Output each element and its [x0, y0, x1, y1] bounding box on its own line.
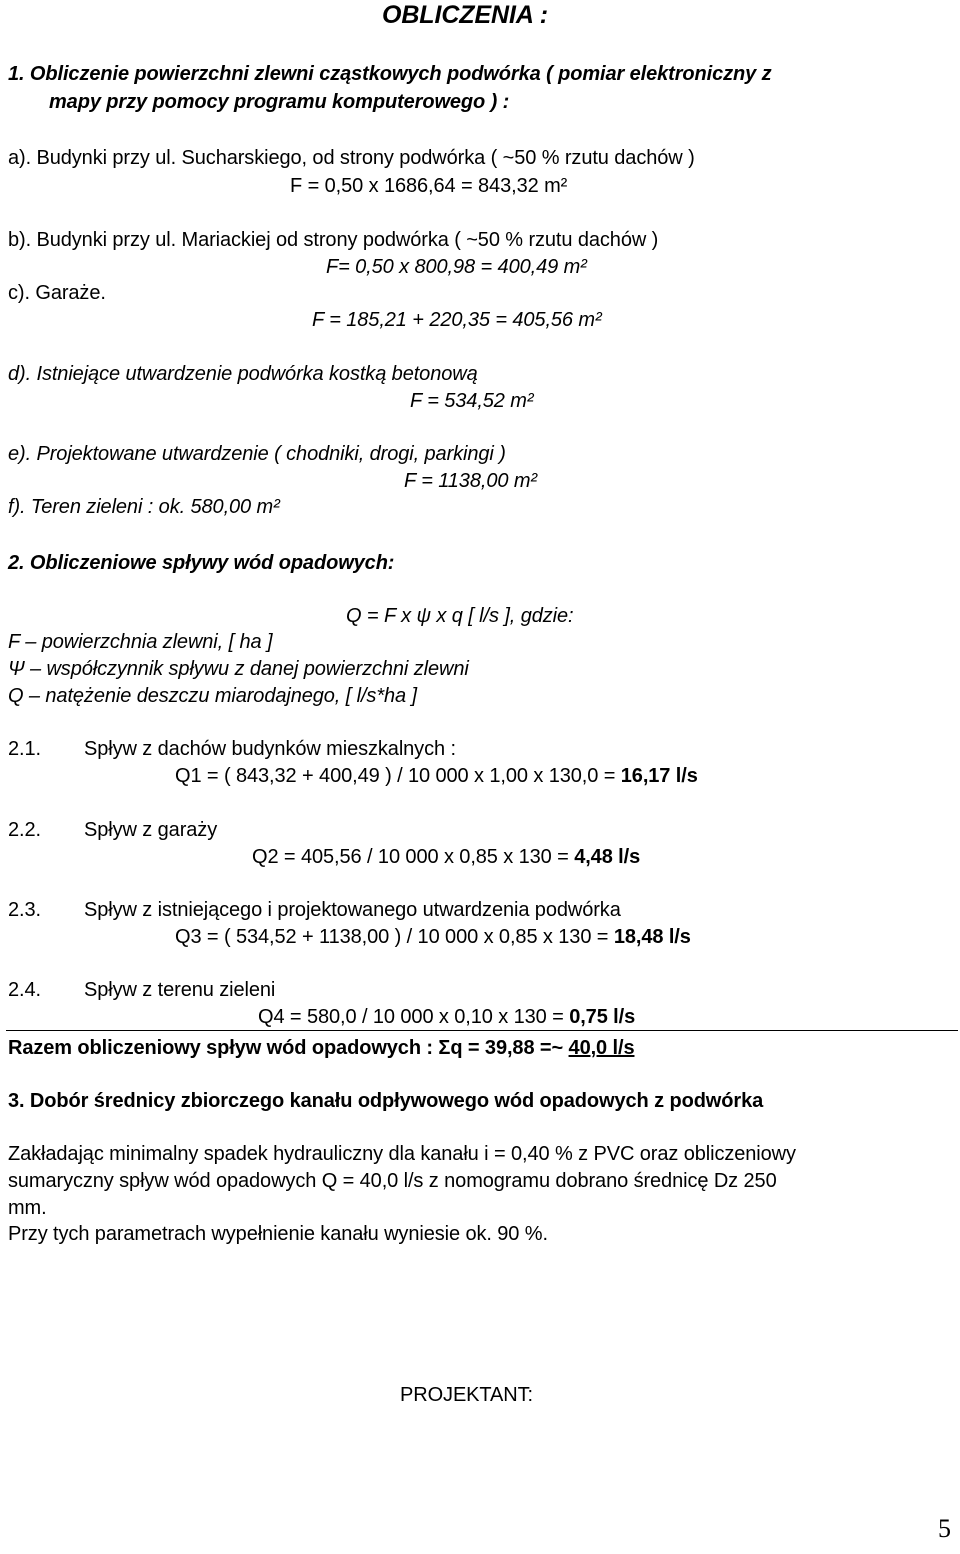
divider-line — [6, 1030, 958, 1031]
item-b-formula: F= 0,50 x 800,98 = 400,49 m² — [326, 256, 587, 278]
total-runoff-result: 40,0 l/s — [568, 1037, 635, 1059]
item-e-formula: F = 1138,00 m² — [404, 470, 537, 492]
calc-2-1-formula: Q1 = ( 843,32 + 400,49 ) / 10 000 x 1,00 x 130,0 = 16,17 l/s — [175, 765, 698, 787]
total-runoff: Razem obliczeniowy spływ wód opadowych : Σq = 39,88 =~ 40,0 l/s — [8, 1037, 635, 1059]
runoff-formula: Q = F x ψ x q [ l/s ], gdzie: — [346, 605, 574, 627]
item-a-formula: F = 0,50 x 1686,64 = 843,32 m² — [290, 175, 568, 197]
section-3-paragraph-line-3: mm. — [8, 1197, 47, 1219]
section-2-heading: 2. Obliczeniowe spływy wód opadowych: — [8, 552, 395, 574]
section-3-paragraph-line-1: Zakładając minimalny spadek hydrauliczny dla kanału i = 0,40 % z PVC oraz obliczeniowy — [8, 1143, 796, 1165]
item-b-text: b). Budynki przy ul. Mariackiej od strony podwórka ( ~50 % rzutu dachów ) — [8, 229, 659, 251]
calc-2-1-number: 2.1. — [8, 738, 41, 760]
definition-f: F – powierzchnia zlewni, [ ha ] — [8, 631, 273, 653]
calc-2-4-title: Spływ z terenu zieleni — [84, 979, 276, 1001]
calc-2-3-number: 2.3. — [8, 899, 41, 921]
calc-2-2-number: 2.2. — [8, 819, 41, 841]
calc-2-2-result: 4,48 l/s — [574, 846, 641, 868]
section-3-heading: 3. Dobór średnicy zbiorczego kanału odpływowego wód opadowych z podwórka — [8, 1090, 764, 1112]
section-3-paragraph-line-2: sumaryczny spływ wód opadowych Q = 40,0 l/s z nomogramu dobrano średnicę Dz 250 — [8, 1170, 777, 1192]
calc-2-3-formula: Q3 = ( 534,52 + 1138,00 ) / 10 000 x 0,85 x 130 = 18,48 l/s — [175, 926, 691, 948]
calc-2-4-number: 2.4. — [8, 979, 41, 1001]
definition-psi: Ψ – współczynnik spływu z danej powierzchni zlewni — [8, 658, 469, 680]
item-c-text: c). Garaże. — [8, 282, 106, 304]
item-a-text: a). Budynki przy ul. Sucharskiego, od strony podwórka ( ~50 % rzutu dachów ) — [8, 147, 695, 169]
item-e-text: e). Projektowane utwardzenie ( chodniki, drogi, parkingi ) — [8, 443, 506, 465]
signature-label: PROJEKTANT: — [400, 1384, 533, 1406]
calc-2-4-result: 0,75 l/s — [569, 1006, 636, 1028]
section-3-paragraph-line-4: Przy tych parametrach wypełnienie kanału wyniesie ok. 90 %. — [8, 1223, 548, 1245]
document-title: OBLICZENIA : — [382, 1, 548, 29]
calc-2-4-formula: Q4 = 580,0 / 10 000 x 0,10 x 130 = 0,75 l/s — [258, 1006, 636, 1028]
item-d-formula: F = 534,52 m² — [410, 390, 534, 412]
calc-2-1-result: 16,17 l/s — [620, 765, 698, 787]
calc-2-3-result: 18,48 l/s — [613, 926, 691, 948]
item-f-text: f). Teren zieleni : ok. 580,00 m² — [8, 496, 280, 518]
calc-2-2-title: Spływ z garaży — [84, 819, 218, 841]
page-number: 5 — [938, 1514, 951, 1543]
calc-2-2-formula: Q2 = 405,56 / 10 000 x 0,85 x 130 = 4,48 l/s — [252, 846, 641, 868]
calc-2-1-title: Spływ z dachów budynków mieszkalnych : — [84, 738, 456, 760]
section-1-heading-line-2: mapy przy pomocy programu komputerowego ) : — [49, 91, 510, 113]
item-d-text: d). Istniejące utwardzenie podwórka kostką betonową — [8, 363, 478, 385]
item-c-formula: F = 185,21 + 220,35 = 405,56 m² — [312, 309, 602, 331]
section-1-heading-line-1: 1. Obliczenie powierzchni zlewni cząstkowych podwórka ( pomiar elektroniczny z — [8, 63, 772, 85]
calc-2-3-title: Spływ z istniejącego i projektowanego utwardzenia podwórka — [84, 899, 621, 921]
definition-q: Q – natężenie deszczu miarodajnego, [ l/s*ha ] — [8, 685, 417, 707]
